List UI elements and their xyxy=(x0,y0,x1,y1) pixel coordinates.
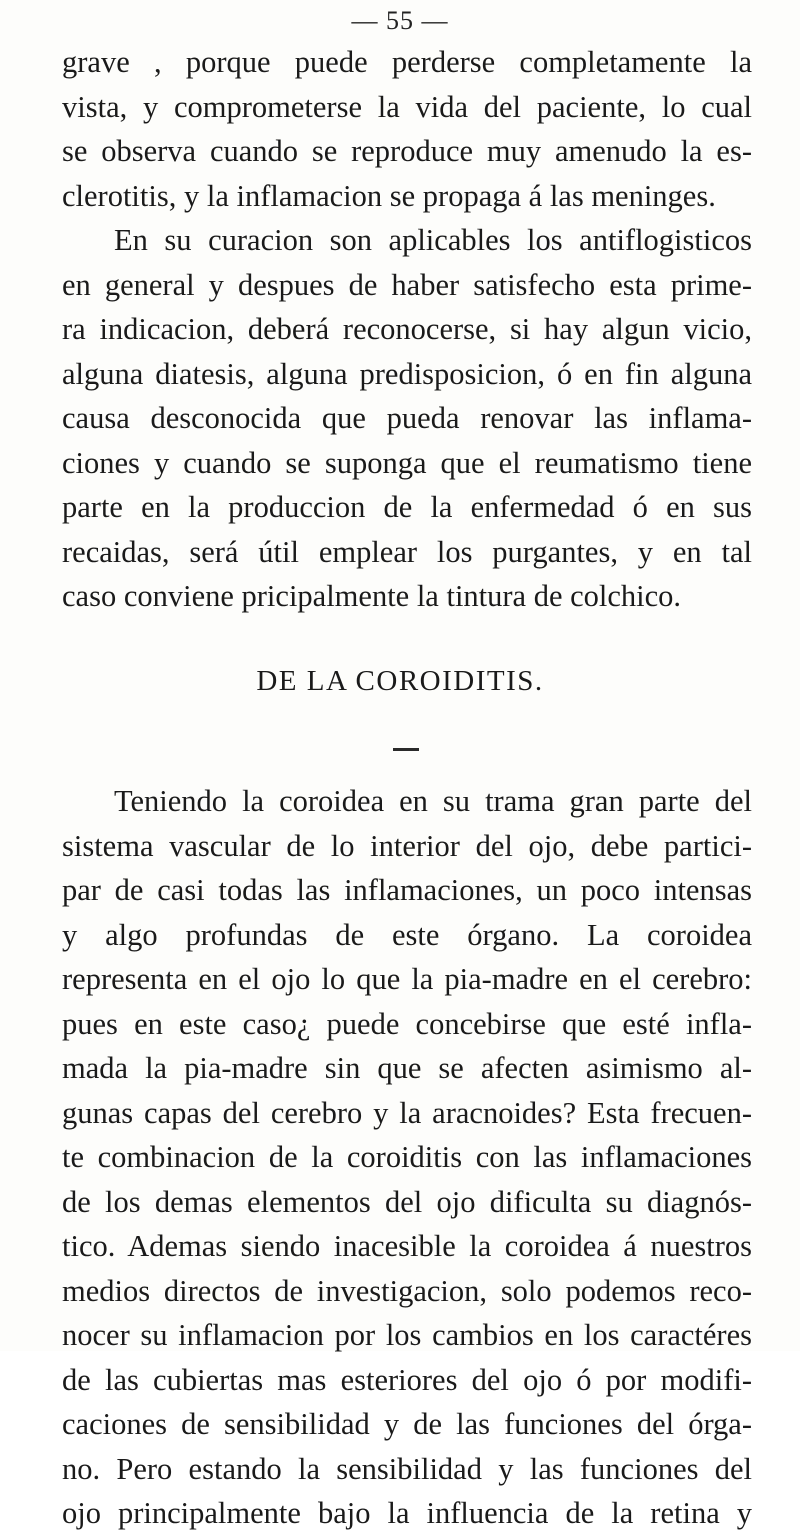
text-line: grave , porque puede perderse completamente la xyxy=(62,45,752,79)
section-divider xyxy=(393,748,419,751)
text-line: clerotitis, y la inflamacion se propaga á las meninges. xyxy=(62,178,716,213)
text-line: mada la pia-madre sin que se afecten asimismo al- xyxy=(62,1051,752,1085)
text-line: y algo profundas de este órgano. La coroidea xyxy=(62,917,752,952)
text-line: ra indicacion, deberá reconocerse, si hay algun vicio, xyxy=(62,312,752,346)
text-line: par de casi todas las inflamaciones, un poco intensas xyxy=(62,873,752,907)
text-line: sistema vascular de lo interior del ojo, debe partici- xyxy=(62,828,752,863)
paragraph-treatment xyxy=(62,218,752,619)
text-line: parte en la produccion de la enfermedad ó en sus xyxy=(62,490,752,524)
text-line: en general y despues de haber satisfecho esta prime- xyxy=(62,267,752,302)
text-line: te combinacion de la coroiditis con las inflamaciones xyxy=(62,1140,752,1174)
text-line: no. Pero estando la sensibilidad y las funciones del xyxy=(62,1451,752,1486)
section-heading: DE LA COROIDITIS. xyxy=(256,665,544,697)
text-line: ciones y cuando se suponga que el reumatismo tiene xyxy=(62,445,752,480)
text-line: pues en este caso¿ puede concebirse que esté infla- xyxy=(62,1006,752,1041)
paragraph-coroiditis xyxy=(62,779,752,1536)
text-line: En su curacion son aplicables los antiflogisticos xyxy=(114,223,752,257)
text-line: Teniendo la coroidea en su trama gran parte del xyxy=(114,784,752,818)
text-line: alguna diatesis, alguna predisposicion, ó en fin alguna xyxy=(62,356,752,391)
text-line: nocer su inflamacion por los cambios en los caractéres xyxy=(62,1318,752,1352)
page-number: — 55 — xyxy=(351,6,449,35)
text-line: caso conviene pricipalmente la tintura de colchico. xyxy=(62,579,682,613)
text-line: gunas capas del cerebro y la aracnoides? Esta frecuen- xyxy=(62,1095,752,1130)
body-text-bottom xyxy=(62,779,752,1536)
text-line: representa en el ojo lo que la pia-madre en el cerebro: xyxy=(62,962,752,996)
text-line: de las cubiertas mas esteriores del ojo ó por modifi- xyxy=(62,1362,752,1397)
text-line: tico. Ademas siendo inacesible la coroidea á nuestros xyxy=(62,1229,752,1263)
text-line: se observa cuando se reproduce muy amenudo la es- xyxy=(62,134,752,168)
body-text-top xyxy=(62,40,752,619)
text-line: causa desconocida que pueda renovar las inflama- xyxy=(62,401,752,435)
text-line: vista, y comprometerse la vida del paciente, lo cual xyxy=(62,89,752,124)
text-line: de los demas elementos del ojo dificulta su diagnós- xyxy=(62,1184,752,1219)
text-line: ojo principalmente bajo la influencia de la retina y xyxy=(62,1496,752,1530)
text-line: caciones de sensibilidad y de las funciones del órga- xyxy=(62,1407,752,1441)
paragraph-continuation xyxy=(62,40,752,218)
text-line: medios directos de investigacion, solo podemos reco- xyxy=(62,1273,752,1308)
text-line: recaidas, será útil emplear los purgantes, y en tal xyxy=(62,534,752,569)
